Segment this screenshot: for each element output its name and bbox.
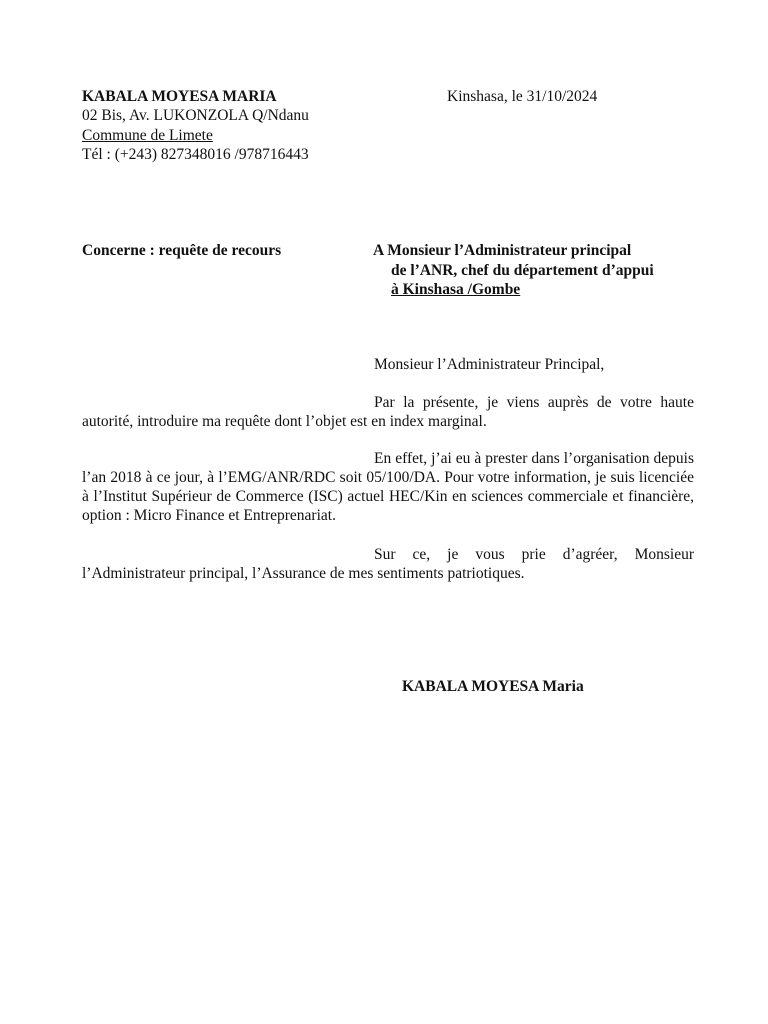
sender-phone: Tél : (+243) 827348016 /978716443	[82, 146, 309, 163]
sender-address: 02 Bis, Av. LUKONZOLA Q/Ndanu	[82, 107, 309, 124]
salutation: Monsieur l’Administrateur Principal,	[374, 356, 605, 373]
recipient-line-3: à Kinshasa /Gombe	[391, 281, 521, 298]
paragraph-closing: Sur ce, je vous prie d’agréer, Monsieur l’Administrateur principal, l’Assurance de mes sentiments patriotiques.	[82, 546, 694, 582]
recipient-line-1: A Monsieur l’Administrateur principal	[373, 242, 632, 259]
subject-line: Concerne : requête de recours	[82, 242, 282, 259]
place-date: Kinshasa, le 31/10/2024	[447, 88, 598, 105]
sender-commune: Commune de Limete	[82, 127, 213, 144]
paragraph-intro: Par la présente, je viens auprès de votre haute autorité, introduire ma requête dont l’objet est en index marginal.	[82, 394, 694, 430]
paragraph-body: En effet, j’ai eu à prester dans l’organisation depuis l’an 2018 à ce jour, à l’EMG/ANR/RDC soit 05/100/DA. Pour votre information, je suis licenciée à l’Institut Supérieur de Commerce (ISC) actuel HEC/Kin en sciences commerciale et financière, option : Micro Finance et Entreprenariat.	[82, 450, 694, 524]
sender-name: KABALA MOYESA MARIA	[82, 88, 277, 105]
signature-name: KABALA MOYESA Maria	[402, 678, 584, 695]
recipient-line-2: de l’ANR, chef du département d’appui	[391, 262, 654, 279]
